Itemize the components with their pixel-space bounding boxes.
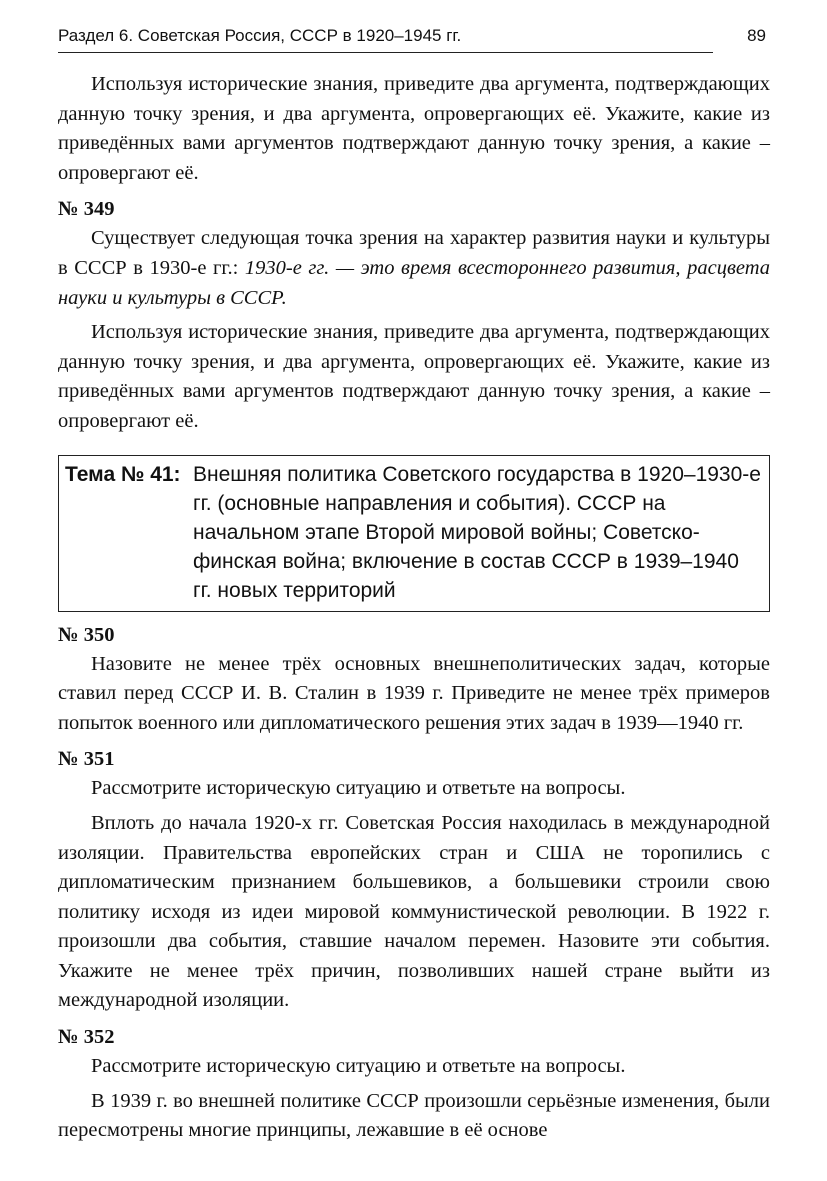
task-349-statement xyxy=(58,224,770,313)
task-349-instruction: Используя исторические знания, приведите два аргумента, подтверждающих данную точку зрения, и два аргумента, опровергающих её. Укажите, какие из приведённых вами аргументов подтверждают данную точку зрения, а какие – опровергают её. xyxy=(58,321,770,432)
topic-box xyxy=(58,455,770,612)
topic-title: Внешняя политика Советского государства в 1920–1930-е гг. (основные направления и события). СССР на начальном этапе Второй мировой войны; Советско-финская война; включение в состав СССР в 1939–1940 гг. новых территорий xyxy=(193,462,761,602)
task-number-349: № 349 xyxy=(58,198,115,221)
task-number-352: № 352 xyxy=(58,1026,115,1049)
task-number-351: № 351 xyxy=(58,748,115,771)
task-351-situation: Вплоть до начала 1920-х гг. Советская Россия находилась в международной изоляции. Правительства европейских стран и США не торопились с дипломатическим признанием большевиков, а большевики строили свою политику исходя из идеи мировой коммунистической революции. В 1922 г. произошли два события, ставшие началом перемен. Назовите эти события. Укажите не менее трёх причин, позволивших нашей стране выйти из международной изоляции. xyxy=(58,811,770,1012)
task-350-text: Назовите не менее трёх основных внешнеполитических задач, которые ставил перед СССР И. В. Сталин в 1939 г. Приведите не менее трёх примеров попыток военного или дипломатического решения этих задач в 1939—1940 гг. xyxy=(58,652,770,734)
intro-paragraph: Используя исторические знания, приведите два аргумента, подтверждающих данную точку зрения, и два аргумента, опровергающих её. Укажите, какие из приведённых вами аргументов подтверждают данную точку зрения, а какие – опровергают её. xyxy=(58,73,770,184)
page-body xyxy=(58,70,770,1146)
section-title: Раздел 6. Советская Россия, СССР в 1920–1945 гг. xyxy=(58,26,462,45)
task-349-statement-plain: Существует следующая точка зрения на характер развития науки и культуры в СССР в 1930-е гг.: xyxy=(58,227,770,279)
header-rule xyxy=(58,52,713,53)
task-349-viewpoint: 1930-е гг. — это время всестороннего развития, расцвета науки и культуры в СССР. xyxy=(58,256,770,309)
page-number: 89 xyxy=(747,26,766,45)
task-number-350: № 350 xyxy=(58,623,115,646)
task-351-instruction: Рассмотрите историческую ситуацию и ответьте на вопросы. xyxy=(91,777,626,800)
task-352-instruction: Рассмотрите историческую ситуацию и ответьте на вопросы. xyxy=(91,1055,626,1078)
topic-label: Тема № 41: xyxy=(65,462,181,486)
task-352-situation: В 1939 г. во внешней политике СССР произошли серьёзные изменения, были пересмотрены многие принципы, лежавшие в её основе xyxy=(58,1089,770,1142)
